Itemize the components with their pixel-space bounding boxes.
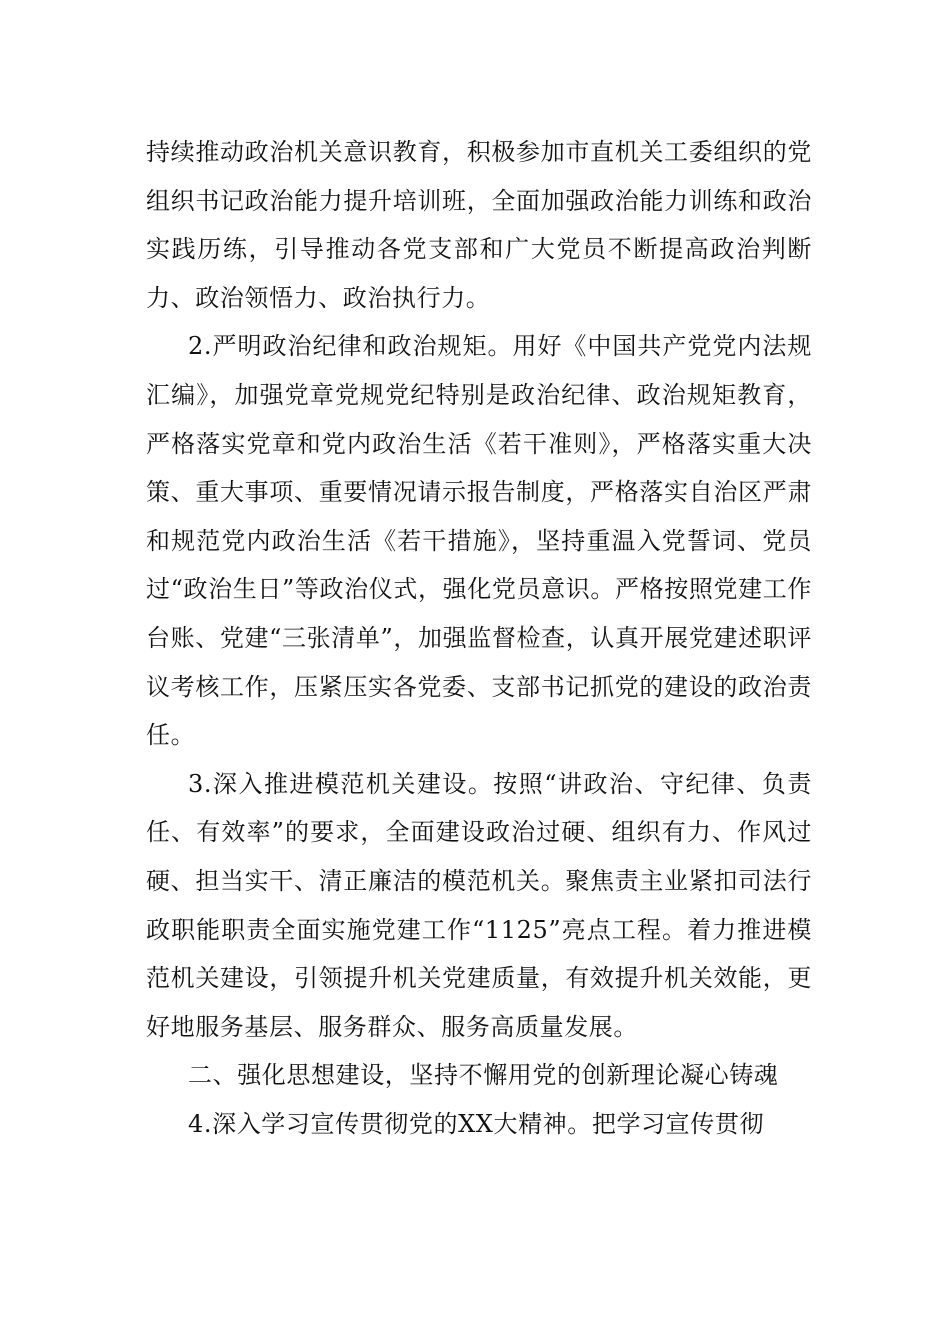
document-body: [146, 128, 812, 1148]
paragraph-continued: 持续推动政治机关意识教育，积极参加市直机关工委组织的党组织书记政治能力提升培训班，全面加强政治能力训练和政治实践历练，引导推动各党支部和广大党员不断提高政治判断力、政治领悟力、政治执行力。: [146, 138, 812, 312]
paragraph-item-4: 4.深入学习宣传贯彻党的XX大精神。把学习宣传贯彻: [188, 1109, 765, 1138]
paragraph-item-3: 3.深入推进模范机关建设。按照“讲政治、守纪律、负责任、有效率”的要求，全面建设政治过硬、组织有力、作风过硬、担当实干、清正廉洁的模范机关。聚焦责主业紧扣司法行政职能职责全面实施党建工作“1125”亮点工程。着力推进模范机关建设，引领提升机关党建质量，有效提升机关效能，更好地服务基层、服务群众、服务高质量发展。: [146, 769, 812, 1041]
section-heading-2: 二、强化思想建设，坚持不懈用党的创新理论凝心铸魂: [188, 1061, 779, 1090]
paragraph-item-2: 2.严明政治纪律和政治规矩。用好《中国共产党党内法规汇编》，加强党章党规党纪特别是政治纪律、政治规矩教育，严格落实党章和党内政治生活《若干准则》，严格落实重大决策、重大事项、重要情况请示报告制度，严格落实自治区严肃和规范党内政治生活《若干措施》，坚持重温入党誓词、党员过“政治生日”等政治仪式，强化党员意识。严格按照党建工作台账、党建“三张清单”，加强监督检查，认真开展党建述职评议考核工作，压紧压实各党委、支部书记抓党的建设的政治责任。: [146, 332, 812, 750]
